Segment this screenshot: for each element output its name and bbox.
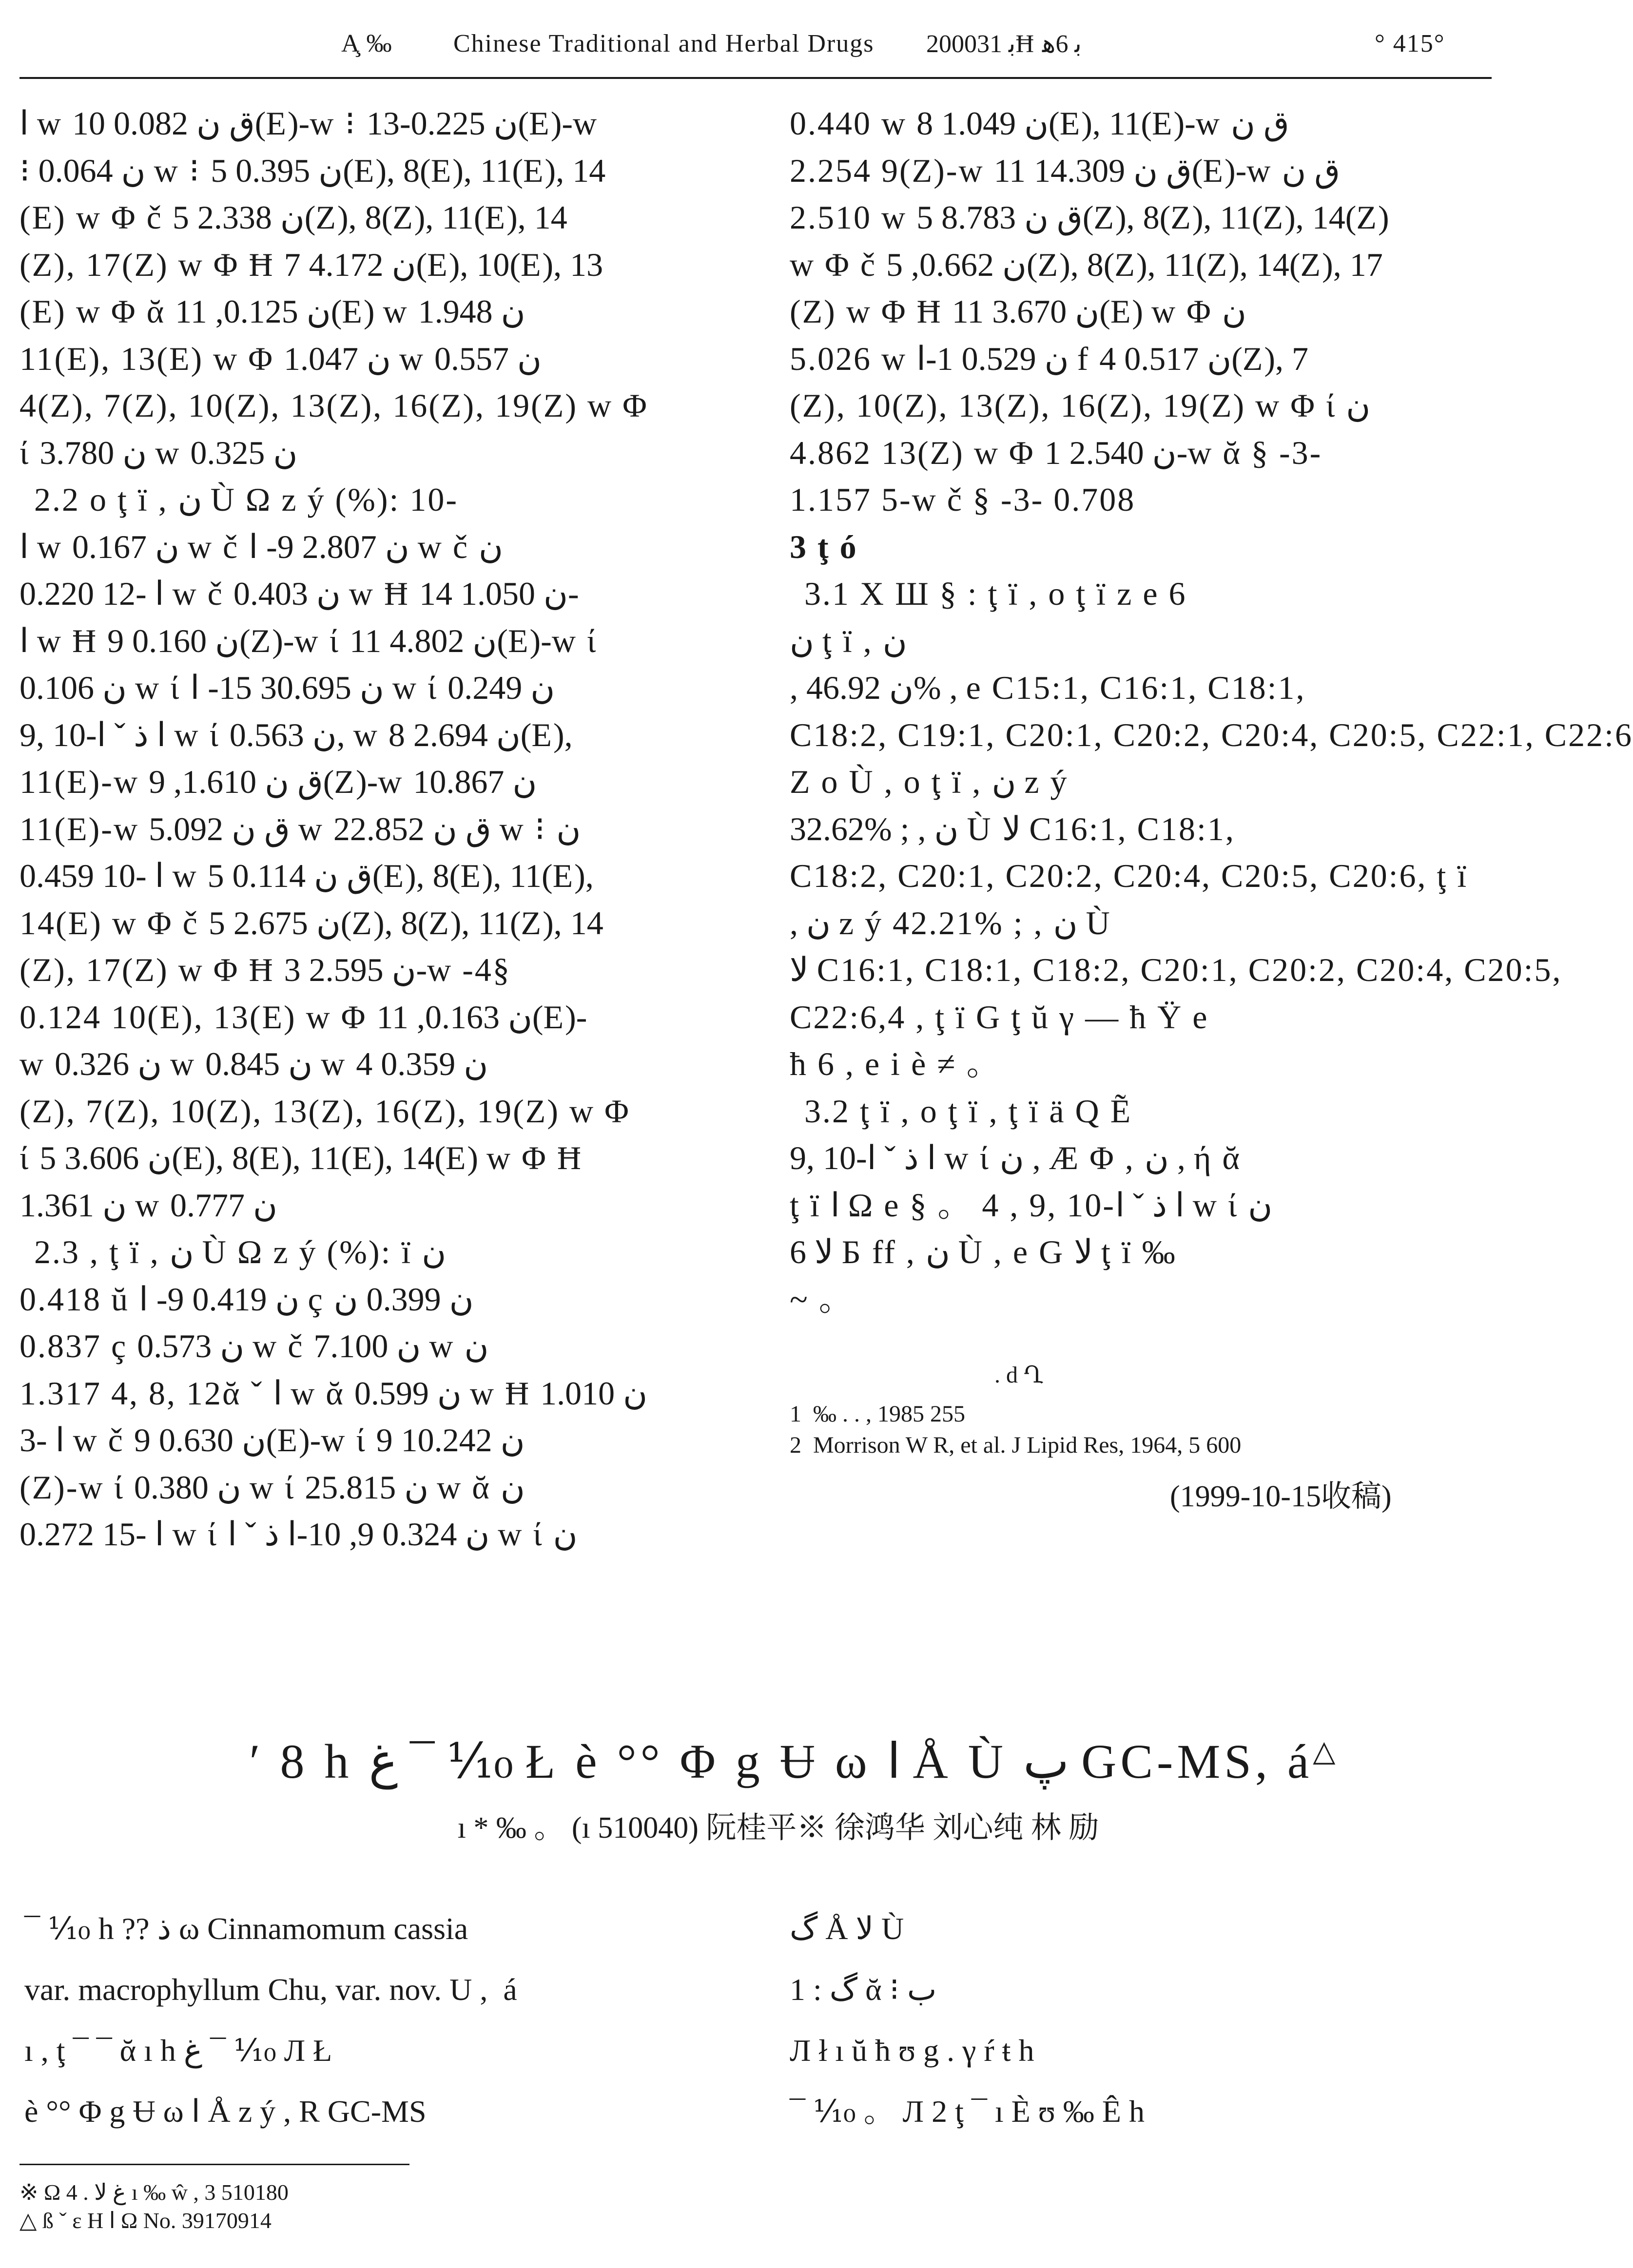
abstract-right-line: ﮒ Å ﻻ Ù — [790, 1911, 904, 1946]
left-column-line: 1.317 4, 8, 12ᾰ ˇ ﺍ w ᾰ ﻥ 0.599 w Ħ ﻥ 1.010 — [19, 1374, 648, 1412]
right-column-line: 3.1 X Ш § : ţ ï , o ţ ï z e 6 — [804, 575, 1187, 612]
title-footnote-mark: △ — [1313, 1735, 1340, 1768]
left-column-line: (Z), 7(Z), 10(Z), 13(Z), 16(Z), 19(Z) w Φ — [19, 1092, 630, 1130]
left-column-line: ί ﻥ 3.780 w ﻥ 0.325 — [19, 434, 298, 471]
abstract-right-line: Л ł ı ŭ ħ ʊ g . γ ŕ ŧ h — [790, 2033, 1034, 2068]
right-column-line: (Z), 10(Z), 13(Z), 16(Z), 19(Z) w Φ ί ﻥ — [790, 387, 1371, 424]
left-column-line: 0.418 ŭ ﻥ 0.419 9- ﺍ ç ﻥ 0.399 ﻥ — [19, 1280, 474, 1318]
received-date: (1999-10-15收稿) — [1170, 1480, 1392, 1513]
footnote-item: ※ Ω 4 . ﻍ ﻻ ı ‰ ŵ , 3 510180 — [19, 2180, 289, 2205]
abstract-left — [24, 1898, 756, 2142]
header-left-mark: A̧ ‰ — [341, 30, 393, 58]
reference-item: 2 Morrison W R, et al. J Lipid Res, 1964, 5 600 — [790, 1432, 1242, 1458]
right-column-line: C18:2, C19:1, C20:1, C20:2, C20:4, C20:5, C22:1, C22:6 — [790, 716, 1633, 753]
left-column-line: 4(Z), 7(Z), 10(Z), 13(Z), 16(Z), 19(Z) w Φ — [19, 387, 648, 424]
right-column-line: , ﻥ 46.92% , e C15:1, C16:1, C18:1, — [790, 669, 1306, 706]
right-column-line: 5.026 w ﻥ 0.529 1-ﺍ f ﻥ 0.517 4(Z), 7 — [790, 340, 1309, 377]
right-column-line: ţ ï ﺍ Ω e § 。 4 , 9, 10-ﺍ ﺫ ˇ ﺍ w ί ﻥ — [790, 1186, 1273, 1224]
abstract-right-line: 1 : ﮒ ᾰ ⁝ ﺏ — [790, 1972, 937, 2007]
right-column-line: ﻥ ţ ï , ﻥ — [790, 622, 907, 659]
article-title — [0, 1676, 1556, 1789]
right-column-line: 3.2 ţ ï , o ţ ï , ţ ï ä Q Ẽ — [804, 1092, 1132, 1130]
footnotes — [19, 2178, 289, 2235]
left-column-line: ﺍ w ﻥ 0.167 w č ﻥ 2.807 9- ﺍ w č ﻥ — [19, 528, 503, 565]
journal-name: Chinese Traditional and Herbal Drugs — [453, 30, 875, 58]
left-column-line: 2.3 , ţ ï , ﻥ Ù Ω z ý (%): ï ﻥ — [34, 1233, 447, 1270]
abstract-left-line: è °° Φ g Ʉ ω ﺍ Å z ý , R GC-MS — [24, 2094, 427, 2129]
references-list — [790, 1399, 1241, 1461]
left-column-line: (Z)-w ί ﻥ 0.380 w ί ﻥ 25.815 w ᾰ ﻥ — [19, 1468, 525, 1506]
right-column-line: 32.62% ; , ﻥ Ù ﻻ C16:1, C18:1, — [790, 810, 1235, 847]
left-column-line: 11(E)-w ﻕ ﻥ 5.092 w ﻕ ﻥ 22.852 w ⁝ ﻥ — [19, 810, 581, 847]
right-column-line: 1.157 5-w č § -3- 0.708 — [790, 481, 1136, 518]
footnote-item: △ ß ˇ ε H ﺍ Ω No. 39170914 — [19, 2208, 272, 2233]
footnote-rule — [19, 2164, 409, 2165]
left-column-line: (Z), 17(Z) w Φ Ħ ﻥ 2.595 3-w -4§ — [19, 951, 511, 988]
left-column-line: ﺍ w Ħ ﻥ 0.160 9(Z)-w ί ﻥ 4.802 11(E)-w ί — [19, 622, 598, 659]
right-column-line: Z o Ù , o ţ ï , ﻥ z ý — [790, 763, 1069, 800]
left-column-line: (E) w Φ č ﻥ 2.338 5(Z), 8(Z), 11(E), 14 — [19, 199, 567, 236]
right-column-line: 4.862 13(Z) w Φ ﻥ 2.540 1-w ᾰ § -3- — [790, 434, 1322, 471]
left-column-line: 14(E) w Φ č ﻥ 2.675 5(Z), 8(Z), 11(Z), 14 — [19, 904, 603, 942]
left-column-line: ﻥ 0.106 w ί ﻥ 30.695 15- ﺍ w ί ﻥ 0.249 — [19, 669, 555, 706]
abstract-left-line: ı , ţ ¯ ¯ ᾰ ı h ﻍ ¯ ⅒ Л Ł — [24, 2033, 332, 2068]
left-column-line: 11(E), 13(E) w Φ ﻥ 1.047 w ﻥ 0.557 — [19, 340, 542, 377]
abstract-left-line: ¯ ⅒ h ?? ﺫ ω Cinnamomum cassia — [24, 1911, 468, 1946]
left-column-line: 0.220 12- ﺍ w č ﻥ 0.403 w Ħ ﻥ 1.050 14- — [19, 575, 579, 612]
left-column-line: (E) w Φ ᾰ ﻥ 0.125, 11(E) w ﻥ 1.948 — [19, 293, 525, 330]
left-column-line: ﺍ w ﻕ ﻥ 0.082 10(E)-w ⁝ ﻥ 0.225-13(E)-w — [19, 105, 599, 142]
right-column-line: (Z) w Φ Ħ ﻥ 3.670 11(E) w Φ ﻥ — [790, 293, 1246, 330]
left-column-line: ⁝ ﻥ 0.064 w ⁝ ﻥ 0.395 5(E), 8(E), 11(E), 14 — [19, 152, 606, 189]
right-column-line: ﻻ 6 Б ff , ﻥ Ù , e G ﻻ ţ ï ‰ — [790, 1233, 1177, 1270]
right-column-line: ﻻ C16:1, C18:1, C18:2, C20:1, C20:2, C20:4, C20:5, — [790, 951, 1562, 988]
left-column-line: 11(E)-w ﻕ ﻥ 1.610, 9(Z)-w ﻥ 10.867 — [19, 763, 537, 800]
right-column-line: , ﻥ z ý 42.21% ; , ﻥ Ù — [790, 904, 1111, 942]
right-column — [790, 100, 1633, 1323]
abstract-left-line: var. macrophyllum Chu, var. nov. U , á — [24, 1972, 517, 2007]
right-column-line: 3 ţ ó — [790, 528, 858, 565]
left-column-line: 2.2 o ţ ï , ﻥ Ù Ω z ý (%): 10- — [34, 481, 459, 518]
right-column-line: 9, 10-ﺍ ﺫ ˇ ﺍ w ί ﻥ , Æ Φ , ﻥ , ή ᾰ — [790, 1139, 1242, 1176]
right-column-line: ħ 6 , e i è ≠ 。 — [790, 1045, 1001, 1082]
right-column-line: C18:2, C20:1, C20:2, C20:4, C20:5, C20:6, ţ ï — [790, 857, 1468, 894]
left-column-line: 3- ﺍ w č ﻥ 0.630 9(E)-w ί ﻥ 10.242 9 — [19, 1422, 525, 1459]
right-column-line: 0.440 w ﻥ 1.049 8(E), 11(E)-w ﻕ ﻥ — [790, 105, 1289, 142]
page-number: ° 415° — [1375, 30, 1445, 58]
left-column-line: 0.459 10- ﺍ w ﻕ ﻥ 0.114 5(E), 8(E), 11(E), — [19, 857, 594, 894]
article-title-text: ′ 8 h ﻍ ¯ ⅒ Ł è °° Φ g Ʉ ω ﺍ Å Ù پ GC-MS, á — [249, 1734, 1313, 1788]
left-column-line: 0.124 10(E), 13(E) w Φ ﻥ 0.163, 11(E)- — [19, 998, 587, 1036]
right-column-line: 2.510 w ﻕ ﻥ 8.783 5(Z), 8(Z), 11(Z), 14(Z) — [790, 199, 1389, 236]
reference-item: 1 ‰ . . , 1985 255 — [790, 1401, 965, 1427]
right-column-line: ~ 。 — [790, 1280, 854, 1318]
right-column-line: w Φ č ﻥ 0.662, 5(Z), 8(Z), 11(Z), 14(Z), 17 — [790, 246, 1383, 283]
authors-affiliation: ı * ‰ 。 (ı 510040) 阮桂平※ 徐鸿华 刘心纯 林 励 — [457, 1811, 1099, 1845]
left-column-line: (Z), 17(Z) w Φ Ħ ﻥ 4.172 7(E), 10(E), 13 — [19, 246, 603, 283]
right-column-line: C22:6,4 , ţ ï G ţ ŭ γ — ħ Ÿ e — [790, 998, 1209, 1036]
abstract-right-line: ¯ ⅒ 。 Л 2 ţ ¯ ı È ʊ ‰ Ê h — [790, 2094, 1145, 2129]
header-rule — [19, 77, 1492, 79]
left-column-line: 0.837 ç ﻥ 0.573 w č ﻥ 7.100 w ﻥ — [19, 1327, 489, 1365]
right-column-line: 2.254 9(Z)-w ﻕ ﻥ 14.309 11(E)-w ﻕ ﻥ — [790, 152, 1341, 189]
references-title: . d Ղ — [994, 1362, 1044, 1388]
left-column-line: 0.272 15- ﺍ w ί ﻥ 0.324 9, 10-ﺍ ﺫ ˇ ﺍ w ί ﻥ — [19, 1516, 578, 1553]
left-column-line: ί ﻥ 3.606 5(E), 8(E), 11(E), 14(E) w Φ Ħ — [19, 1139, 583, 1176]
issue-info: 2000ﺑ 31Ħ ﺑ 6ﻫ — [926, 30, 1082, 58]
left-column-line: w ﻥ 0.326 w ﻥ 0.845 w ﻥ 0.359 4 — [19, 1045, 488, 1082]
left-column-line: ﻥ 1.361 w ﻥ 0.777 — [19, 1186, 277, 1224]
abstract-right — [790, 1898, 1521, 2142]
left-column-line: 9, 10-ﺍ ﺫ ˇ ﺍ w ί ﻥ 0.563, w ﻥ 2.694 8(E), — [19, 716, 573, 753]
left-column — [19, 100, 751, 1558]
running-header — [0, 19, 1556, 73]
